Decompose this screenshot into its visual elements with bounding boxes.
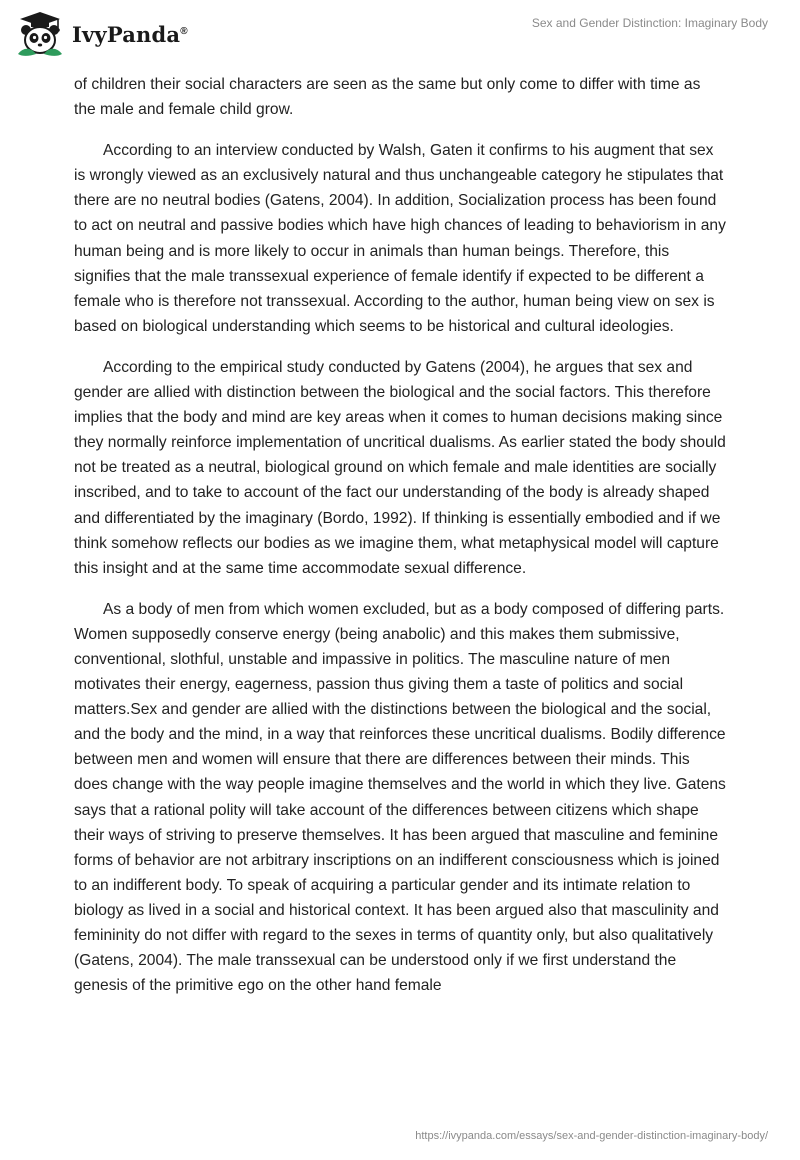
source-url-link[interactable]: https://ivypanda.com/essays/sex-and-gender-distinction-imaginary-body/ bbox=[415, 1130, 768, 1142]
essay-body bbox=[74, 72, 726, 1014]
brand-name-text: IvyPanda bbox=[72, 21, 181, 47]
panda-graduate-icon bbox=[14, 10, 66, 58]
brand-name bbox=[72, 21, 188, 47]
paragraph: According to the empirical study conducted by Gatens (2004), he argues that sex and gender are allied with distinction between the biological and the social factors. This therefore implies that the body and mind are key areas when it comes to human decisions making since they normally reinforce implementation of uncritical dualisms. As earlier stated the body should not be treated as a neutral, biological ground on which female and male identities are socially inscribed, and to take to account of the fact our understanding of the body is already shaped and differentiated by the imaginary (Bordo, 1992). If thinking is essentially embodied and if we think somehow reflects our bodies as we imagine them, what metaphysical model will capture this insight and at the same time accommodate sexual difference. bbox=[74, 358, 726, 577]
document-title: Sex and Gender Distinction: Imaginary Body bbox=[531, 16, 768, 30]
registered-mark: ® bbox=[180, 25, 188, 37]
paragraph: According to an interview conducted by Walsh, Gaten it confirms to his augment that sex is wrongly viewed as an exclusively natural and thus unchangeable category he stipulates that there are no neutral bodies (Gatens, 2004). In addition, Socialization process has been found to act on neutral and passive bodies which have high chances of leading to behaviorism in any human being and is more likely to occur in animals than human beings. Therefore, this signifies that the male transsexual experience of female identify if expected to be different a female who is therefore not transsexual. According to the author, human being view on sex is based on biological understanding which seems to be historical and cultural ideologies. bbox=[74, 142, 726, 335]
paragraph: As a body of men from which women excluded, but as a body composed of differing parts. Women supposedly conserve energy (being anabolic) and this makes them submissive, conventional, slothful, unstable and impassive in politics. The masculine nature of men motivates their energy, eagerness, passion thus giving them a taste of politics and social matters.Sex and gender are allied with the distinctions between the biological and the social, and the body and the mind, in a way that reinforces these uncritical dualisms. Bodily difference between men and women will ensure that there are differences between their minds. This does change with the way people imagine themselves and the world in which they live. Gatens says that a rational polity will take account of the differences between citizens which shape their ways of striving to preserve themselves. It has been argued that masculine and feminine forms of behavior are not arbitrary inscriptions on an indifferent consciousness which is joined to an indifferent body. To speak of acquiring a particular gender and its intimate relation to biology as lived in a social and historical context. It has been argued also that masculinity and femininity do not differ with regard to the sexes in terms of quantity only, but also qualitatively (Gatens, 2004). The male transsexual can be understood only if we first understand the genesis of the primitive ego on the other hand female bbox=[74, 600, 726, 995]
paragraph-continued: of children their social characters are seen as the same but only come to differ with time as the male and female child grow. bbox=[74, 76, 701, 119]
page-header bbox=[0, 0, 800, 70]
ivypanda-logo[interactable] bbox=[14, 10, 188, 58]
